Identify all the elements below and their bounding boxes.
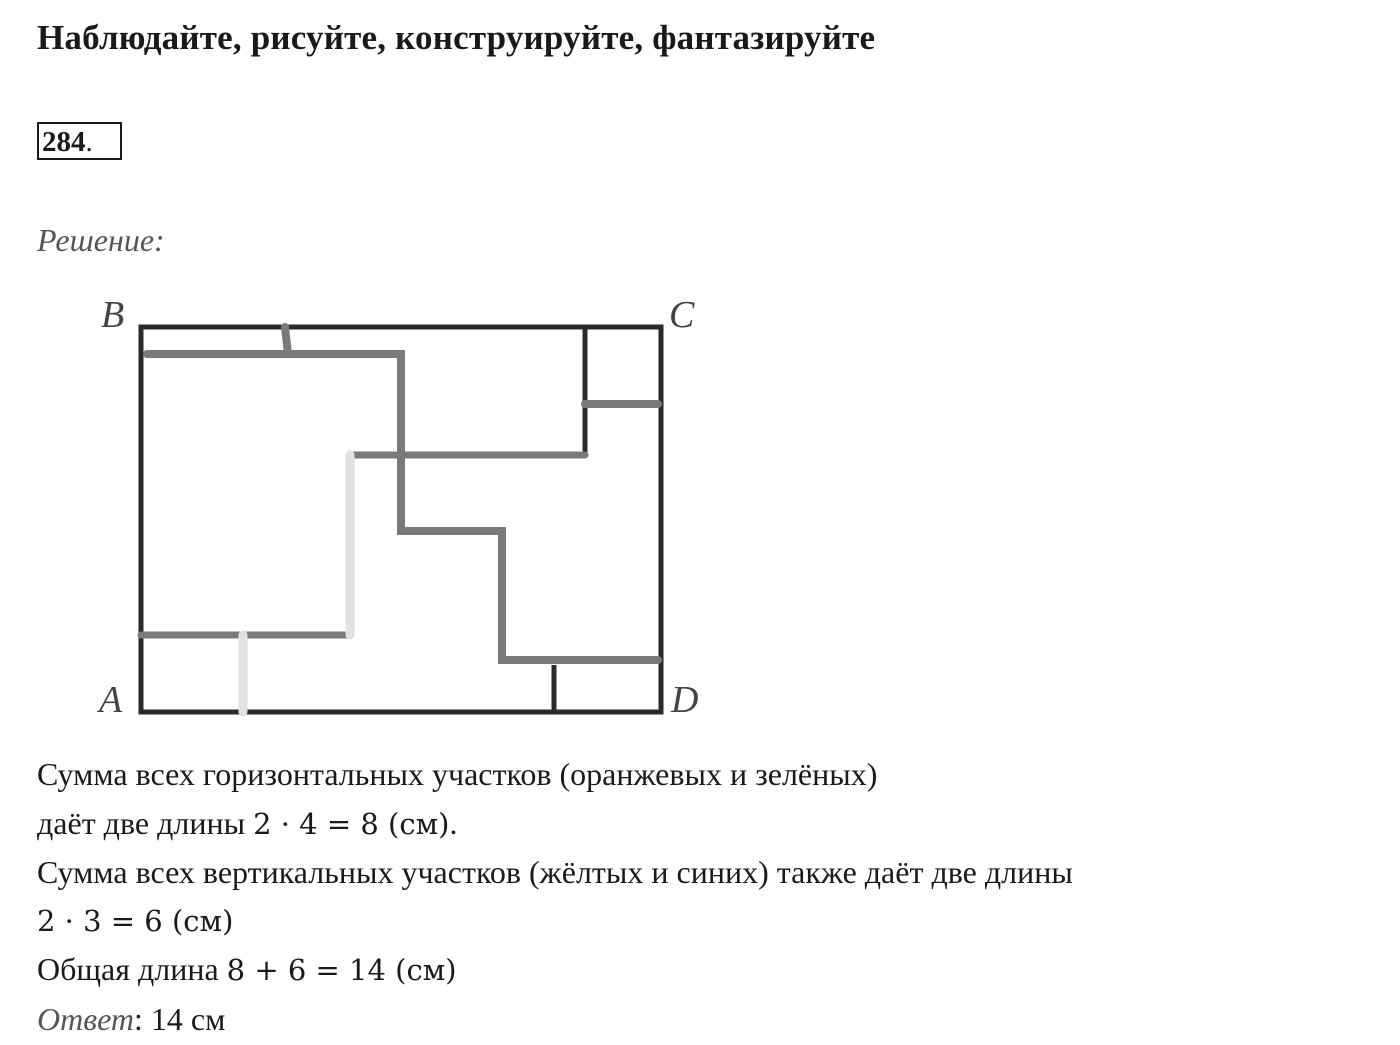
solution-label: Решение:	[37, 222, 165, 258]
light-path	[243, 455, 350, 712]
exercise-number-dot: .	[85, 126, 93, 158]
text-line-3: Сумма всех вертикальных участков (жёлтых и синих) также даёт две длины	[37, 854, 1073, 890]
text-line-5-prefix: Общая длина	[37, 951, 227, 987]
exercise-number	[37, 122, 122, 160]
vertex-label-c: C	[669, 294, 695, 336]
answer-line	[37, 995, 1073, 1044]
text-line-4-formula: 2 · 3 = 6 (см)	[37, 903, 234, 938]
vertex-label-a: A	[99, 679, 123, 721]
text-line-2-prefix: даёт две длины	[37, 804, 254, 841]
vertex-label-d: D	[671, 679, 699, 721]
exercise-number-value: 284	[42, 126, 86, 158]
text-line-2-formula: 2 · 4 = 8 (см)	[253, 806, 450, 841]
geometry-figure	[95, 290, 720, 725]
vertex-label-b: B	[101, 294, 125, 336]
answer-label: Ответ	[37, 1000, 134, 1037]
page-title: Наблюдайте, рисуйте, конструируйте, фантазируйте	[37, 18, 876, 57]
text-line-5	[37, 945, 1073, 995]
text-line-1: Сумма всех горизонтальных участков (оранжевых и зелёных)	[37, 756, 878, 792]
answer-value: : 14 см	[134, 1000, 226, 1037]
solution-text	[37, 750, 1073, 1043]
text-line-5-formula: 8 + 6 = 14 (см)	[226, 953, 457, 987]
text-line-2	[37, 799, 1073, 849]
rectangle-path-diagram	[95, 290, 720, 725]
grey-path	[141, 327, 658, 660]
grey-path-main	[147, 354, 658, 660]
exercise-number-box	[37, 122, 122, 160]
text-line-2-suffix: .	[449, 804, 458, 841]
grey-path-top-tick	[285, 327, 288, 354]
